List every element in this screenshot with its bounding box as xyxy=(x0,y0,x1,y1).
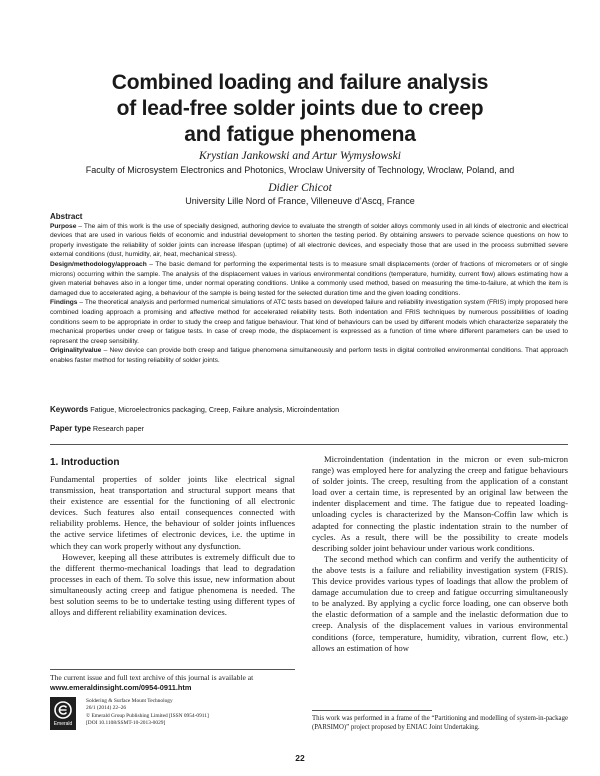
emerald-e-icon xyxy=(54,701,72,719)
abstract-design xyxy=(50,260,568,298)
originality-label: Originality/value xyxy=(50,347,102,355)
url-note xyxy=(50,673,295,693)
abstract-purpose xyxy=(50,222,568,260)
intro-paragraph-4: The second method which can confirm and verify the authenticity of the above tests is a failure and reliability investigation system (FRIS). This device provides various types of loadings that allow the problem of damage accumulation due to creep and fatigue occurring simultaneously to be analyzed. By applying a cyclic force loading, one can observe both the elastic deformation of a sample and the inelastic deformation due to creep. Analysis of the displacement values in various environmental conditions (force, temperature, humidity, vibration, current flow, etc.) allows an estimation of how xyxy=(312,553,568,653)
intro-paragraph-2: However, keeping all these attributes is extremely difficult due to the different thermo-mechanical loadings that lead to degradation processes in each of them. To solve this issue, new information about simultaneously acting creep and fatigue phenomena is needed. The best solution seems to be to undertake testing using different types of alloys and different reliability examination devices. xyxy=(50,551,295,618)
section-divider xyxy=(50,444,568,445)
affiliation-1: Faculty of Microsystem Electronics and Photonics, Wroclaw University of Technology, Wroclaw, Poland, and xyxy=(85,165,515,175)
journal-doi: [DOI 10.1108/SSMT-10-2013-0029] xyxy=(86,720,166,727)
purpose-label: Purpose xyxy=(50,222,77,230)
title-line-2: of lead-free solder joints due to creep xyxy=(116,97,484,120)
intro-paragraph-1: Fundamental properties of solder joints like electrical signal transmission, heat transportation and structural support means that their existence are essential for the functioning of all electronic devices. Such features also entail consequences connected with reliability problems. Hence, the behaviour of solder joints influences the active service lifetimes of electronic devices, i.e. the uptime in which they can work properly without any dysfunction. xyxy=(50,474,295,551)
keywords xyxy=(50,405,568,414)
paper-type-text: Research paper xyxy=(92,424,145,433)
title-line-1: Combined loading and failure analysis xyxy=(111,71,489,94)
url-divider xyxy=(50,669,295,670)
page-number: 22 xyxy=(295,753,305,763)
design-label: Design/methodology/approach xyxy=(50,260,147,268)
affiliation-2: University Lille Nord of France, Villeneuve d’Ascq, France xyxy=(185,196,415,206)
abstract-heading: Abstract xyxy=(50,212,83,221)
url-note-text: The current issue and full text archive of this journal is available at xyxy=(50,673,254,682)
abstract-originality xyxy=(50,346,568,365)
intro-paragraph-3: Microindentation (indentation in the micron or even sub-micron range) was employed here for analyzing the creep and fatigue behaviours of solder joints. The creep, resulting from the application of a constant load over a certain time, is represented by an original law between the indenter displacement and time. The fatigue due to repeated loading-unloading cycles is characterized by the Manson-Coffin law which is adapted for connecting the plastic indentation strain to the number of cycles. As a result, there will be the possibility to create models describing solder joint behaviour under various work conditions. xyxy=(312,454,568,553)
design-text: – The basic demand for performing the experimental tests is to measure small displacements (order of fractions of micrometers or of single microns) occurring within the sample. The analysis of the displacement values in various environmental conditions (temperature, humidity, current flow) allows estimating how a given material behaves also in a longer time, under normal operating conditions. Unlike a commonly used method, based on measuring the time-to-failure, at which the item is damaged due to accelerated aging, a behaviour of the sample is being tested for the selected duration time and the given loading conditions. xyxy=(50,260,568,297)
authors: Krystian Jankowski and Artur Wymysłowski xyxy=(199,150,401,162)
title-line-3: and fatigue phenomena xyxy=(184,123,416,146)
section-heading: 1. Introduction xyxy=(50,457,120,468)
right-column xyxy=(312,454,568,654)
paper-title xyxy=(40,70,560,148)
journal-url-link[interactable]: www.emeraldinsight.com/0954-0911.htm xyxy=(50,683,192,692)
findings-label: Findings xyxy=(50,299,78,307)
journal-issn: © Emerald Group Publishing Limited [ISSN 0954-0911] xyxy=(86,712,209,719)
footnote-divider xyxy=(312,710,432,711)
journal-volume: 26/1 (2014) 22–26 xyxy=(86,705,127,712)
author-2: Didier Chicot xyxy=(268,182,332,194)
paper-type xyxy=(50,424,144,433)
abstract xyxy=(50,212,568,366)
emerald-logo xyxy=(50,697,76,730)
logo-text: Emerald xyxy=(53,721,73,727)
findings-text: – The theoretical analysis and performed numerical simulations of ATC tests based on developed failure and reliability investigation system (FRIS) imply proposed here combined loading approach a promising and affective method for accelerated reliability tests. Both indentation and FRIS techniques by numerous possibilities of loading conditions seem to be appropriate in order to study the creep and fatigue behaviour. That kind of behaviours can be used by different models which characterize separately the mechanical properties under creep or fatigue tests. In case of creep mode, the displacement is expressed as a function of time where different parameters can be used to represent the creep sensibility. xyxy=(50,299,568,345)
paper-type-label: Paper type xyxy=(50,424,91,433)
journal-name: Soldering & Surface Mount Technology xyxy=(86,698,173,704)
abstract-findings xyxy=(50,298,568,346)
left-column xyxy=(50,474,295,618)
originality-text: – New device can provide both creep and fatigue phenomena simultaneously and perform tests in digital controlled environmental conditions. That approach enables faster method for testing reliability of solder joints. xyxy=(50,347,568,364)
footnote: This work was performed in a frame of the “Partitioning and modelling of system-in-package (PARSIMO)” project proposed by ENIAC Joint Undertaking. xyxy=(312,715,568,731)
journal-info xyxy=(86,698,301,728)
keywords-text: Fatigue, Microelectronics packaging, Creep, Failure analysis, Microindentation xyxy=(90,405,340,414)
keywords-label: Keywords xyxy=(50,405,89,414)
purpose-text: – The aim of this work is the use of specially designed, authoring device to evaluate the strength of solder alloys commonly used in all kinds of electronic and electrical devices that are used in various fields of economic and industrial development to shorten the testing period. By obtaining answers to pervade science questions on how to properly investigate the reliability of solder joints can increase lifespan (uptime) of all electronic devices, and especially those that are used in the process submitted severe external conditions (dust, humidity, air, heat, mechanical stress). xyxy=(50,222,568,259)
